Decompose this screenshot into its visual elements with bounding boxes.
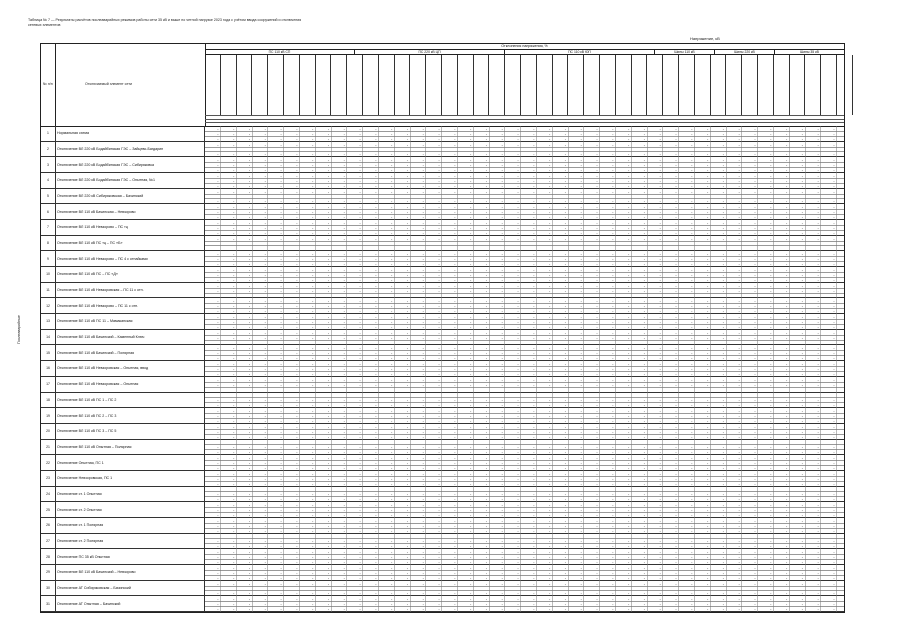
row-sub-line [205, 214, 844, 219]
column-header-cell [600, 55, 616, 115]
row-values [205, 581, 844, 596]
row-number: 29 [41, 565, 56, 580]
table-row [41, 471, 844, 487]
row-number: 1 [41, 126, 56, 141]
table-row [41, 534, 844, 550]
row-number: 25 [41, 502, 56, 517]
row-values [205, 596, 844, 611]
row-number: 10 [41, 267, 56, 282]
column-header-cell [205, 55, 221, 115]
row-sub-line [205, 308, 844, 313]
column-group-header: Шины 35 кВ [775, 49, 845, 55]
row-sub-line [205, 198, 844, 203]
row-values [205, 251, 844, 266]
row-element-name: Отключение ПС 35 кВ Опытная [55, 549, 205, 564]
column-header-cell [442, 55, 458, 115]
value-marks [205, 167, 844, 172]
row-element-name: Отключение ВЛ 110 кВ ПС 1 – ПС 2 [55, 393, 205, 408]
table-row [41, 189, 844, 205]
table-row [41, 487, 844, 503]
row-sub-line [205, 481, 844, 486]
column-header-cell [553, 55, 569, 115]
row-sub-line [205, 575, 844, 580]
row-element-name: Отключение ВЛ 110 кВ Невзорово – ПС тц [55, 220, 205, 235]
value-marks [205, 543, 844, 548]
value-marks [205, 465, 844, 470]
row-element-name: Отключение Опытная, ПС 1 [55, 455, 205, 470]
table-row [41, 345, 844, 361]
row-element-name: Отключение ВЛ 220 кВ Бодайбинская ГЭС – Опытная, №1 [55, 173, 205, 188]
table-row [41, 251, 844, 267]
column-header-cell [363, 55, 379, 115]
units-label: Напряжение, кВ [690, 36, 720, 41]
row-element-name: Отключение ВЛ 110 кВ ПС тц – ПС «Б» [55, 236, 205, 251]
value-marks [205, 261, 844, 266]
column-header-cell [331, 55, 347, 115]
row-sub-line [205, 183, 844, 188]
table-row [41, 330, 844, 346]
row-number: 2 [41, 142, 56, 157]
row-number: 20 [41, 424, 56, 439]
row-sub-line [205, 496, 844, 501]
row-values [205, 189, 844, 204]
row-values [205, 487, 844, 502]
column-header-cell [474, 55, 490, 115]
table-row [41, 142, 844, 158]
row-values [205, 283, 844, 298]
row-number: 8 [41, 236, 56, 251]
value-marks [205, 590, 844, 595]
table-row [41, 502, 844, 518]
row-values [205, 549, 844, 564]
row-element-name: Отключение ВЛ 110 кВ ПС 11 – Мамаканская [55, 314, 205, 329]
row-number: 15 [41, 345, 56, 360]
column-header-cell [726, 55, 742, 115]
value-marks [205, 355, 844, 360]
row-number: 28 [41, 549, 56, 564]
row-sub-line [205, 340, 844, 345]
row-values [205, 236, 844, 251]
row-element-name: Отключение ВЛ 220 кВ Бодайбинская ГЭС – Зайцево-Багдарин [55, 142, 205, 157]
column-header-cell [284, 55, 300, 115]
row-sub-line [205, 512, 844, 517]
row-element-name: Отключение ВЛ 110 кВ Бачинская – Невзорово [55, 204, 205, 219]
value-marks [205, 387, 844, 392]
row-sub-line [205, 606, 844, 611]
table-caption: Таблица № 7 — Результаты расчётов послеаварийных режимов работы сети 35 кВ и выше по четной нагрузке 2023 года с учётом ввода сооружений и отключения сетевых элементов [28, 18, 302, 27]
row-element-name: Отключение ВЛ 110 кВ ПС 2 – ПС 3 [55, 408, 205, 423]
table-header [41, 44, 844, 127]
row-element-name: Отключение ст. 2 Опытная [55, 502, 205, 517]
row-sub-line [205, 434, 844, 439]
row-values [205, 173, 844, 188]
row-values [205, 126, 844, 141]
table-row [41, 440, 844, 456]
row-number: 27 [41, 534, 56, 549]
row-number: 4 [41, 173, 56, 188]
table-row [41, 581, 844, 597]
row-element-name: Отключение ВЛ 110 кВ ПС 3 – ПС 5 [55, 424, 205, 439]
column-header-cell [489, 55, 505, 115]
row-number: 5 [41, 189, 56, 204]
row-values [205, 502, 844, 517]
table-row [41, 267, 844, 283]
column-header-cell [679, 55, 695, 115]
row-values [205, 204, 844, 219]
row-number: 18 [41, 393, 56, 408]
row-number: 12 [41, 298, 56, 313]
row-element-name: Отключение ст. 1 Полярная [55, 518, 205, 533]
row-element-name: Отключение ВЛ 110 кВ ПС – ПС «Д» [55, 267, 205, 282]
table-row [41, 361, 844, 377]
row-element-name: Нормальная схема [55, 126, 205, 141]
table-row [41, 377, 844, 393]
row-sub-line [205, 528, 844, 533]
row-number: 23 [41, 471, 56, 486]
row-values [205, 377, 844, 392]
column-header-cell [395, 55, 411, 115]
value-marks [205, 371, 844, 376]
value-marks [205, 183, 844, 188]
row-sub-line [205, 167, 844, 172]
row-values [205, 565, 844, 580]
column-header-cell [774, 55, 790, 115]
column-header-cell [711, 55, 727, 115]
row-element-name: Отключение ВЛ 110 кВ Бачинский – Невзорово [55, 565, 205, 580]
column-header-cell [805, 55, 821, 115]
row-sub-line [205, 277, 844, 282]
column-group-header: Шины 220 кВ [715, 49, 775, 55]
table-row [41, 220, 844, 236]
column-group-header: ПС 110 кВ СП [205, 49, 355, 55]
value-marks [205, 606, 844, 611]
row-sub-line [205, 418, 844, 423]
row-number: 22 [41, 455, 56, 470]
column-header-cell [632, 55, 648, 115]
value-marks [205, 230, 844, 235]
row-number: 30 [41, 581, 56, 596]
row-element-name: Отключение ВЛ 110 кВ Невзоровская – Опытная, ввод [55, 361, 205, 376]
row-number: 19 [41, 408, 56, 423]
column-header-cell [426, 55, 442, 115]
column-header-cell [458, 55, 474, 115]
header-name-cell [55, 44, 206, 126]
column-header-cell [347, 55, 363, 115]
row-element-name: Отключение ст. 2 Полярная [55, 534, 205, 549]
column-header-cell [316, 55, 332, 115]
column-header-cell [300, 55, 316, 115]
column-header-cell [821, 55, 837, 115]
column-header-cell [616, 55, 632, 115]
row-values [205, 455, 844, 470]
row-sub-line [205, 324, 844, 329]
row-sub-line [205, 371, 844, 376]
value-marks [205, 512, 844, 517]
column-header-cell [379, 55, 395, 115]
row-number: 11 [41, 283, 56, 298]
column-header-cell [521, 55, 537, 115]
row-element-name: Отключение ст. 1 Опытная [55, 487, 205, 502]
row-sub-line [205, 230, 844, 235]
header-name-label: Отключаемый элемент сети [85, 82, 132, 86]
row-element-name: Отключение ВЛ 220 кВ Сибиряковская – Бачинский [55, 189, 205, 204]
value-marks [205, 496, 844, 501]
table-row [41, 455, 844, 471]
row-number: 6 [41, 204, 56, 219]
row-sub-line [205, 387, 844, 392]
column-header-cell [647, 55, 663, 115]
results-table [17, 43, 845, 613]
row-values [205, 361, 844, 376]
table-row [41, 518, 844, 534]
column-group-header: ПС 220 кВ ЦП [355, 49, 505, 55]
column-group-header: ПС 110 кВ ЮП [505, 49, 655, 55]
row-sub-line [205, 261, 844, 266]
row-number: 9 [41, 251, 56, 266]
row-values [205, 157, 844, 172]
row-element-name: Отключение Невзоровская, ПС 1 [55, 471, 205, 486]
row-element-name: Отключение ВЛ 110 кВ Опытная – Полярная [55, 440, 205, 455]
row-number: 31 [41, 596, 56, 611]
row-element-name: Отключение ВЛ 110 кВ Невзоровская – ПС 11 с отп. [55, 283, 205, 298]
column-group-header: Шины 110 кВ [655, 49, 715, 55]
column-header-cell [221, 55, 237, 115]
row-number: 7 [41, 220, 56, 235]
row-values [205, 298, 844, 313]
value-marks [205, 246, 844, 251]
value-marks [205, 575, 844, 580]
table-row [41, 157, 844, 173]
value-marks [205, 528, 844, 533]
row-element-name: Отключение ВЛ 110 кВ Бачинский – Каменный Ключ [55, 330, 205, 345]
table-row [41, 173, 844, 189]
value-marks [205, 559, 844, 564]
row-values [205, 534, 844, 549]
column-header-cell [663, 55, 679, 115]
row-sub-line [205, 465, 844, 470]
row-number: 16 [41, 361, 56, 376]
row-values [205, 314, 844, 329]
row-sub-line [205, 402, 844, 407]
value-marks [205, 136, 844, 141]
row-element-name: Отключение ВЛ 220 кВ Бодайбинская ГЭС – Сибиряковка [55, 157, 205, 172]
column-header-cell [537, 55, 553, 115]
column-header-cell [568, 55, 584, 115]
row-sub-line [205, 151, 844, 156]
column-header-cell [410, 55, 426, 115]
column-header-cell [758, 55, 774, 115]
row-element-name: Отключение АТ Опытная – Бачинский [55, 596, 205, 611]
value-marks [205, 324, 844, 329]
row-element-name: Отключение ВЛ 110 кВ Невзорово – ПС 4 с отпайками [55, 251, 205, 266]
row-number: 21 [41, 440, 56, 455]
row-number: 17 [41, 377, 56, 392]
column-header-cell [268, 55, 284, 115]
row-values [205, 220, 844, 235]
row-number: 26 [41, 518, 56, 533]
table-row [41, 408, 844, 424]
table-row [41, 283, 844, 299]
row-element-name: Отключение АТ Сибиряковская – Бачинский [55, 581, 205, 596]
table-row [41, 204, 844, 220]
value-marks [205, 449, 844, 454]
table-row [41, 393, 844, 409]
header-no-label: № п/п [43, 82, 53, 86]
row-sub-line [205, 246, 844, 251]
row-sub-line [205, 559, 844, 564]
header-no-cell [41, 44, 56, 126]
table-row [41, 596, 844, 612]
value-marks [205, 340, 844, 345]
row-element-name: Отключение ВЛ 110 кВ Невзорово – ПС 11 с отп. [55, 298, 205, 313]
value-marks [205, 402, 844, 407]
row-sub-line [205, 136, 844, 141]
value-marks [205, 293, 844, 298]
row-values [205, 330, 844, 345]
table-row [41, 424, 844, 440]
row-values [205, 424, 844, 439]
row-sub-line [205, 355, 844, 360]
row-sub-line [205, 449, 844, 454]
row-values [205, 440, 844, 455]
row-values [205, 345, 844, 360]
value-marks [205, 151, 844, 156]
value-marks [205, 434, 844, 439]
value-marks [205, 418, 844, 423]
row-values [205, 393, 844, 408]
row-sub-line [205, 293, 844, 298]
table-row [41, 314, 844, 330]
value-marks [205, 198, 844, 203]
value-marks [205, 214, 844, 219]
row-values [205, 518, 844, 533]
table-row [41, 236, 844, 252]
column-header-cell [252, 55, 268, 115]
column-header-cell [837, 55, 853, 115]
value-marks [205, 277, 844, 282]
column-header-cell [742, 55, 758, 115]
column-header-cell [505, 55, 521, 115]
row-number: 3 [41, 157, 56, 172]
column-header-cell [237, 55, 253, 115]
row-values [205, 142, 844, 157]
table-row [41, 298, 844, 314]
column-header-cell [790, 55, 806, 115]
side-label: Послеаварийные [17, 315, 21, 344]
table-row [41, 565, 844, 581]
column-header-cell [695, 55, 711, 115]
header-top-band: Отклонения напряжения, % [205, 44, 844, 50]
row-number: 14 [41, 330, 56, 345]
table-row [41, 549, 844, 565]
row-number: 24 [41, 487, 56, 502]
value-marks [205, 481, 844, 486]
row-sub-line [205, 543, 844, 548]
table-row [41, 126, 844, 142]
value-marks [205, 308, 844, 313]
row-sub-line [205, 590, 844, 595]
row-values [205, 267, 844, 282]
row-element-name: Отключение ВЛ 110 кВ Невзоровская – Опытная [55, 377, 205, 392]
row-values [205, 471, 844, 486]
row-element-name: Отключение ВЛ 110 кВ Бачинский – Полярная [55, 345, 205, 360]
column-header-cell [584, 55, 600, 115]
row-values [205, 408, 844, 423]
row-number: 13 [41, 314, 56, 329]
